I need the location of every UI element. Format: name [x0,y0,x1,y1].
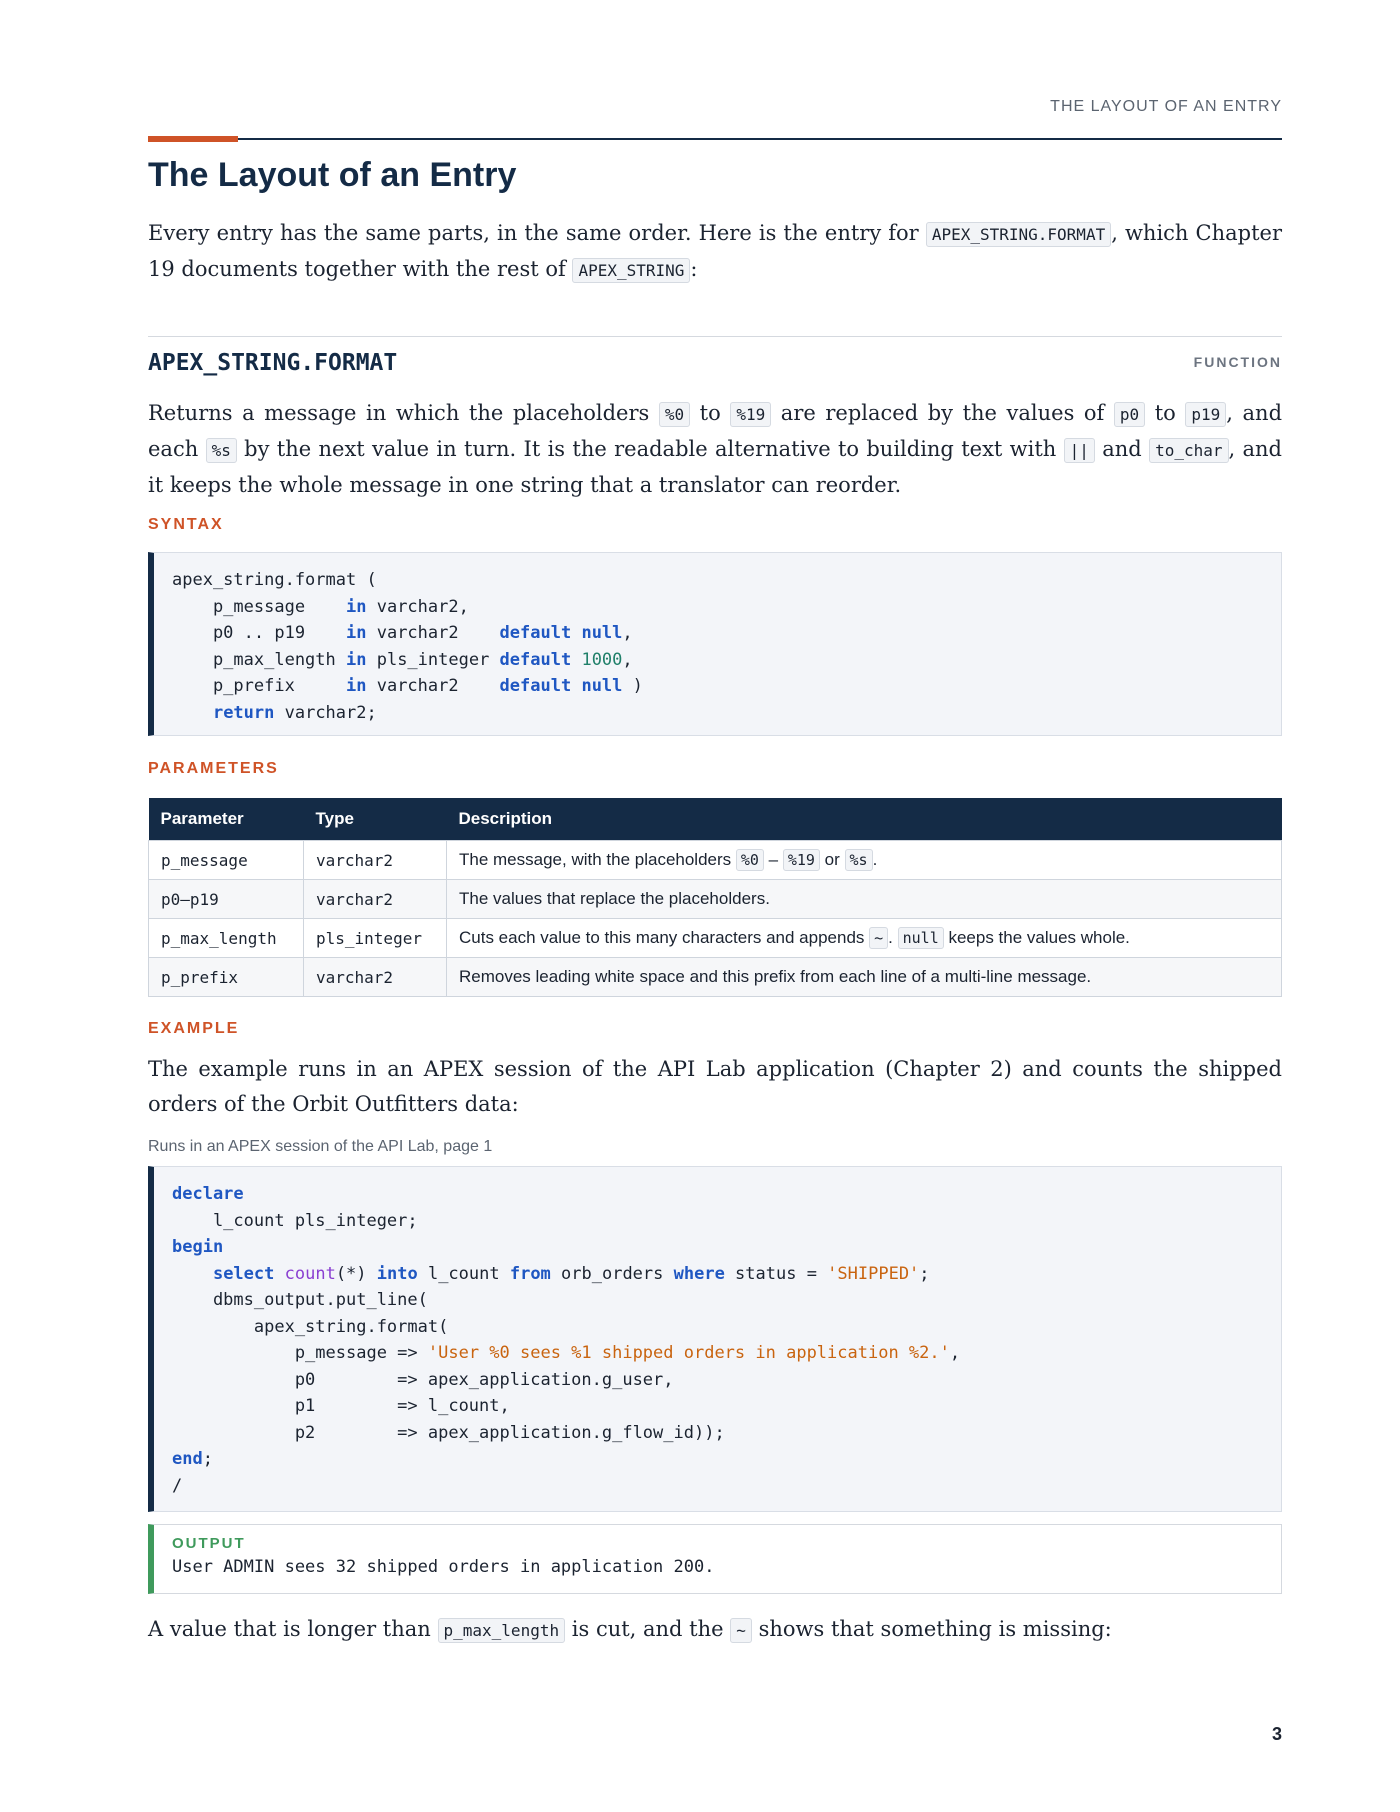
table-header-row [149,798,1282,841]
param-name-cell: p_message [149,841,304,880]
code-string: 'User %0 sees %1 shipped orders in application %2.' [427,1343,950,1363]
code-number: 1000 [581,649,623,670]
code-text: l_count [417,1263,510,1284]
code-text: p1 => l_count, [172,1396,510,1416]
cell-text: – [763,850,783,869]
desc-text: and [1094,437,1150,461]
entry-kind-badge: FUNCTION [1193,354,1282,370]
desc-text: to [1145,401,1186,425]
inline-code: p0 [1114,402,1145,427]
code-keyword: where [673,1263,725,1284]
cell-text: or [819,850,845,869]
table-row [149,958,1282,997]
code-keyword: in [346,676,367,696]
code-text: dbms_output.put_line( [172,1290,428,1310]
cell-text: . [872,850,878,869]
page-title: The Layout of an Entry [148,156,517,194]
param-description-cell: The values that replace the placeholders. [447,880,1282,919]
inline-code: APEX_STRING.FORMAT [926,222,1111,247]
intro-text: , which Chapter 19 documents together with the rest of [148,221,1282,281]
code-text: l_count pls_integer; [172,1210,418,1231]
inline-code: null [898,927,944,949]
code-line [172,1208,1263,1235]
example-label: EXAMPLE [148,1020,240,1037]
code-text: , [949,1343,961,1363]
syntax-label: SYNTAX [148,516,224,533]
header-rule [148,138,1282,140]
closing-text: A value that is longer than [148,1617,438,1641]
code-line [172,1340,1263,1367]
code-keyword: from [509,1263,551,1284]
cell-text: The message, with the placeholders [459,850,736,869]
param-type-cell: varchar2 [304,958,447,997]
inline-code: APEX_STRING [572,258,690,283]
param-type-cell: varchar2 [304,880,447,919]
desc-text: , and each [148,401,1283,461]
code-caption: Runs in an APEX session of the API Lab, page 1 [148,1138,493,1155]
example-code-block [148,1166,1282,1512]
code-text: p2 => apex_application.g_flow_id)); [172,1422,725,1443]
code-text: varchar2, [366,596,469,617]
closing-paragraph [148,1612,1282,1648]
cell-text: Cuts each value to this many characters and appends [459,928,870,947]
code-text: ; [202,1449,213,1469]
code-text: orb_orders [550,1263,674,1284]
output-text: User ADMIN sees 32 shipped orders in application 200. [172,1557,715,1577]
code-line [172,1314,1263,1341]
column-header: Parameter [149,798,304,841]
desc-text: , and it keeps the whole message in one string that a translator can reorder. [148,437,1282,497]
cell-text: keeps the values whole. [943,928,1130,947]
code-line [172,1446,1263,1473]
desc-text: by the next value in turn. It is the readable alternative to building text with [236,437,1064,461]
code-text: apex_string.format( [172,1316,449,1337]
code-text: pls_integer [366,649,500,670]
code-line [172,1393,1263,1420]
code-keyword: null [581,676,623,696]
running-header: THE LAYOUT OF AN ENTRY [1050,98,1282,115]
closing-text: is cut, and the [565,1617,731,1641]
code-text: varchar2 [366,623,500,643]
code-line [172,620,1263,647]
code-text: p0 .. p19 [172,623,346,643]
column-header: Description [447,798,1282,841]
param-name-cell: p0–p19 [149,880,304,919]
code-text: / [172,1475,183,1496]
example-intro: The example runs in an APEX session of the API Lab application (Chapter 2) and counts the shipped orders of the Orbit Outfitters data: [148,1057,1282,1116]
code-keyword: null [581,623,623,643]
parameters-table [148,798,1282,997]
inline-code: %19 [783,849,820,871]
desc-text: Returns a message in which the placeholders [148,401,659,425]
inline-code: %s [845,849,873,871]
parameters-label: PARAMETERS [148,760,279,777]
code-keyword: return [212,702,275,723]
page-number: 3 [1271,1724,1282,1744]
code-line [172,647,1263,674]
inline-code: p19 [1185,402,1226,427]
code-text: apex_string.format ( [172,570,377,590]
param-name-cell: p_max_length [149,919,304,958]
code-keyword: end [172,1449,203,1469]
code-text [172,1264,213,1284]
code-line [172,1473,1263,1500]
code-line [172,1420,1263,1447]
entry-divider [148,336,1282,337]
code-text: ; [919,1263,930,1284]
code-text: p_message => [172,1343,428,1363]
param-type-cell: pls_integer [304,919,447,958]
table-row [149,841,1282,880]
code-text: , [622,649,633,670]
column-header: Type [304,798,447,841]
intro-text: Every entry has the same parts, in the same order. Here is the entry for [148,221,926,245]
inline-code: %19 [730,402,771,427]
inline-code: %0 [736,849,764,871]
header-accent-bar [148,136,238,142]
code-text [571,676,581,696]
inline-code: ~ [869,927,888,949]
desc-text: to [690,401,731,425]
code-line [172,700,1263,727]
param-description-cell [447,919,1282,958]
code-text: , [622,623,633,643]
code-keyword: in [346,623,367,643]
desc-text: are replaced by the values of [771,401,1114,425]
code-line [172,1261,1263,1288]
code-text: p_prefix [172,676,346,696]
code-text: (*) [335,1263,377,1284]
code-text: p0 => apex_application.g_user, [172,1369,674,1390]
code-text: varchar2 [366,676,500,696]
code-text [571,650,581,670]
param-description-cell: Removes leading white space and this prefix from each line of a multi-line message. [447,958,1282,997]
code-text [571,623,581,643]
code-text [274,1264,284,1284]
code-line [172,1181,1263,1208]
code-keyword: select [212,1263,275,1284]
code-keyword: default [499,676,572,696]
output-box [148,1524,1282,1594]
code-function: count [284,1263,336,1284]
code-string: 'SHIPPED' [827,1263,920,1284]
code-text: varchar2; [274,702,377,723]
param-name-cell: p_prefix [149,958,304,997]
code-line [172,567,1263,594]
closing-text: shows that something is missing: [751,1617,1112,1641]
syntax-code-block [148,552,1282,736]
code-keyword: into [376,1263,418,1284]
intro-text: : [690,257,698,281]
output-label: OUTPUT [172,1535,246,1552]
table-row [149,919,1282,958]
code-line [172,1287,1263,1314]
inline-code: || [1064,438,1095,463]
entry-name: APEX_STRING.FORMAT [148,350,398,376]
table-row [149,880,1282,919]
code-line [172,673,1263,700]
param-type-cell: varchar2 [304,841,447,880]
code-text: p_max_length [172,649,346,670]
code-line [172,1234,1263,1261]
code-text: ) [622,676,643,696]
code-text [172,703,213,723]
code-line [172,594,1263,621]
code-text: status = [724,1263,828,1284]
param-description-cell [447,841,1282,880]
code-keyword: in [346,649,367,670]
inline-code: p_max_length [438,1618,566,1643]
intro-paragraph [148,216,1282,288]
cell-text: . [888,928,898,947]
code-keyword: declare [172,1184,244,1204]
inline-code: %s [206,438,237,463]
inline-code: ~ [730,1618,752,1643]
code-text: p_message [172,596,346,617]
code-keyword: default [499,623,572,643]
entry-description [148,396,1282,503]
code-keyword: default [499,649,572,670]
inline-code: to_char [1149,438,1228,463]
code-line [172,1367,1263,1394]
code-keyword: in [346,596,367,617]
code-keyword: begin [172,1237,224,1257]
inline-code: %0 [659,402,690,427]
